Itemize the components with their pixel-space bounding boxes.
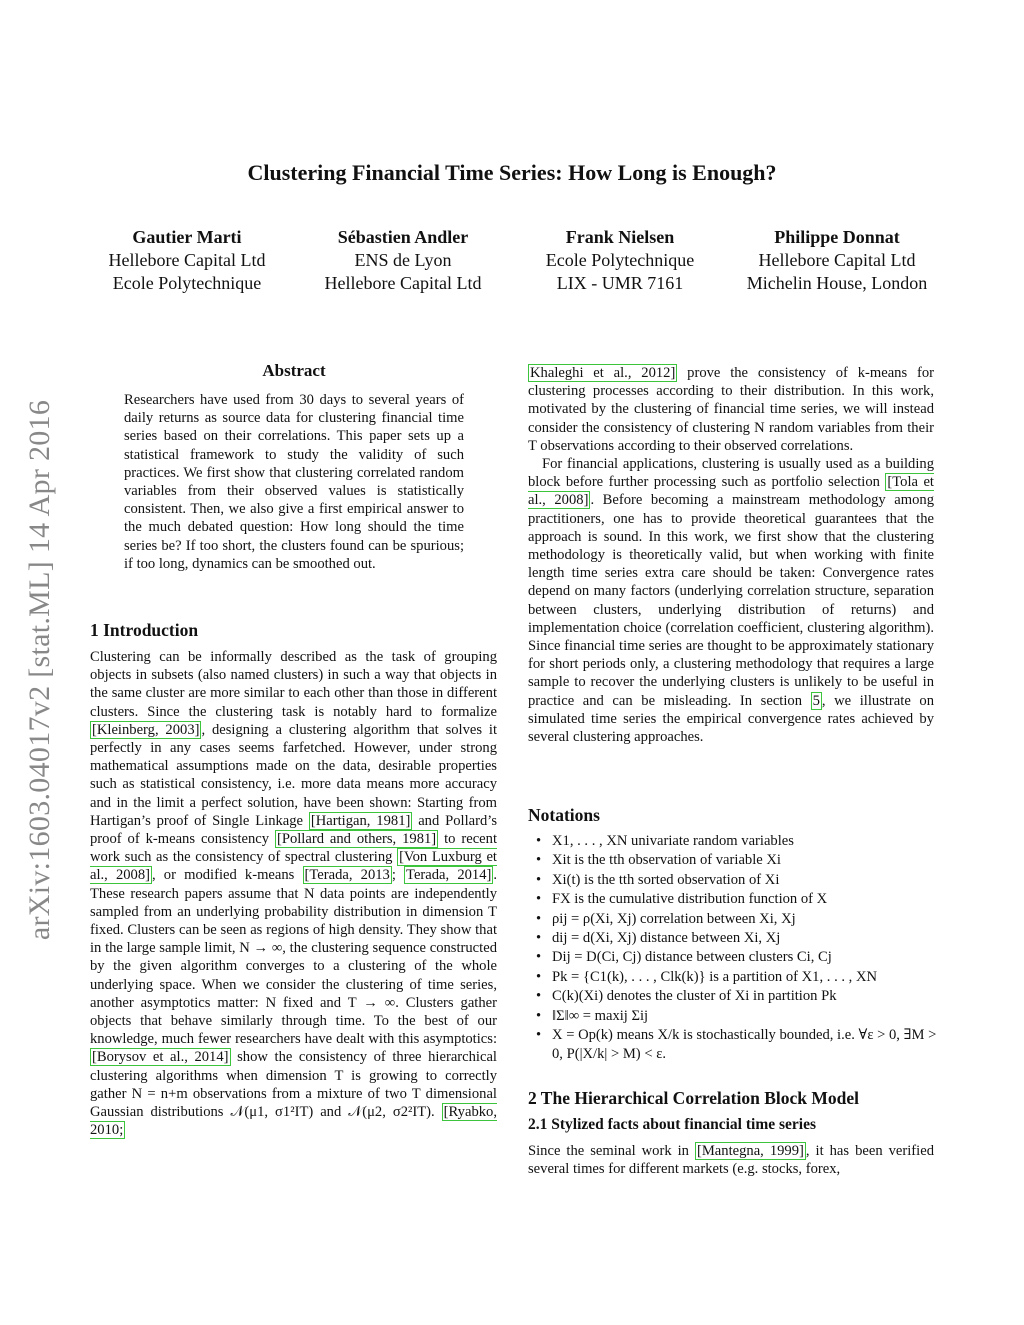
author-affiliation: Ecole Polytechnique (545, 250, 695, 270)
right-column-body (528, 364, 934, 746)
author-block (72, 226, 302, 295)
list-item: • ‖Σ‖∞ = maxij Σij (530, 1007, 940, 1026)
arxiv-sidebar (10, 340, 70, 1000)
author-name: Philippe Donnat (774, 227, 900, 247)
subsection-heading: 2.1 Stylized facts about financial time series (528, 1116, 817, 1133)
body-text: , it has been verified several times for different markets (e.g. stocks, forex, (528, 1143, 934, 1178)
arxiv-identifier: arXiv:1603.04017v2 [stat.ML] 14 Apr 2016 (23, 399, 56, 941)
section2-body (528, 1142, 934, 1178)
author-affiliation: Hellebore Capital Ltd (324, 273, 482, 293)
body-text: prove the consistency of k-means for clustering processes according to their distribution. In this work, motivated by the clustering of financial time series, we will instead consider the consistency of clustering N random variables from their T observations according to their observed correlations. (528, 365, 934, 454)
list-item: • X1, . . . , XN univariate random variables (530, 832, 940, 851)
body-text: . Before becoming a mainstream methodology among practitioners, one has to provide theoretical guarantees that the approach is sound. In this work, we first show that the clustering methodology is theoretically valid, but when working with finite length time series extra care should be taken: Convergence rates depend on many factors (underlying correlation structure, separation between clusters, underlying distribution of returns) and implementation choice (correlation coefficient, clustering algorithm). Since financial time series are thought to be approximately stationary for short periods only, a clustering methodology that requires a large sample to recover the underlying clusters is unlikely to be useful in practice and can be misleading. In section (528, 492, 934, 709)
citation-link[interactable]: [Borysov et al., 2014] (92, 1049, 229, 1066)
body-text: , we illustrate on simulated time series the empirical convergence rates achieved by several clustering approaches. (528, 692, 934, 746)
body-text: and Pollard’s proof of k-means consistency (90, 812, 498, 848)
author-name: Frank Nielsen (565, 227, 675, 247)
citation-link[interactable]: [Tola et al., 2008] (528, 474, 934, 509)
list-item: • ρij = ρ(Xi, Xj) correlation between Xi, Xj (530, 910, 940, 929)
author-affiliation: Ecole Polytechnique (112, 273, 262, 293)
body-text: to recent work such as the consistency of spectral clustering (90, 831, 497, 866)
section-heading: 1 Introduction (90, 620, 199, 640)
list-item: • C(k)(Xi) denotes the cluster of Xi in partition Pk (530, 987, 940, 1006)
author-affiliation: Michelin House, London (746, 273, 928, 293)
body-text: Since the seminal work in (528, 1143, 695, 1159)
citation-link[interactable]: [Terada, 2013 (304, 867, 390, 884)
citation-link[interactable]: [Pollard and others, 1981] (276, 831, 437, 848)
author-block (722, 226, 952, 295)
abstract-heading: Abstract (262, 361, 326, 380)
citation-link[interactable]: [Von Luxburg et al., 2008] (90, 849, 497, 884)
author-affiliation: Hellebore Capital Ltd (108, 250, 266, 270)
list-item: • FX is the cumulative distribution function of X (530, 890, 940, 909)
list-item: • X = Op(k) means X/k is stochastically bounded, i.e. ∀ε > 0, ∃M > 0, P(|X/k| > M) < ε. (530, 1026, 940, 1065)
paper-title: Clustering Financial Time Series: How Long is Enough? (247, 160, 777, 185)
body-text: Clustering can be informally described as the task of grouping objects in subsets (also named clusters) in such a way that objects in the same cluster are more similar to each other than those in different clusters. Since the clustering task is notably hard to formalize (90, 649, 497, 720)
body-text: . These research papers assume that N data points are independently sampled from an underlying probability distribution in dimension T fixed. Clusters can be seen as regions of high density. They show that in the large sample limit, N → ∞, the clustering sequence constructed by the given algorithm converges to a clustering of the whole underlying space. When we consider the clustering of time series, another asymptotics matter: N fixed and T → ∞. Clusters gather objects that behave similarly through time. To the best of our knowledge, much fewer researchers have dealt with this asymptotics: (90, 867, 498, 1048)
notations-list (530, 832, 940, 1065)
author-affiliation: Hellebore Capital Ltd (758, 250, 916, 270)
author-block (505, 226, 735, 295)
citation-link[interactable]: Khaleghi et al., 2012] (530, 365, 676, 381)
author-affiliation: LIX - UMR 7161 (556, 273, 684, 293)
author-name: Sébastien Andler (337, 227, 469, 247)
body-text: ; (391, 867, 405, 884)
body-text: , designing a clustering algorithm that solves it perfectly in any cases seems farfetched. However, under strong mathematical assumptions made on the data, desirable properties such as statistical consistency, i.e. more data means more accuracy and in the limit a perfect solution, have been shown: Starting from Hartigan’s proof of Single Linkage (90, 721, 497, 829)
section-heading: 2 The Hierarchical Correlation Block Model (528, 1088, 860, 1108)
list-item: • dij = d(Xi, Xj) distance between Xi, Xj (530, 929, 940, 948)
list-item: • Xi(t) is the tth sorted observation of Xi (530, 871, 940, 890)
section-link[interactable]: 5 (812, 692, 820, 709)
citation-link[interactable]: [Mantegna, 1999] (696, 1143, 804, 1159)
citation-link[interactable]: [Hartigan, 1981] (310, 812, 411, 829)
citation-link[interactable]: [Kleinberg, 2003] (92, 721, 200, 738)
body-text: For financial applications, clustering is usually used as a building block before further processing such as portfolio selection (528, 456, 934, 491)
abstract-text: Researchers have used from 30 days to several years of daily returns as source data for clustering financial time series based on their correlations. This paper sets up a statistical framework to study the validity of such practices. We first show that clustering correlated random variables from their observed values is statistically consistent. Then, we also give a first empirical answer to the much debated question: How long should the time series be? If too short, the clusters found can be spurious; if too long, dynamics can be smoothed out. (124, 392, 464, 572)
list-item: • Xit is the tth observation of variable Xi (530, 851, 940, 870)
intro-body (90, 648, 497, 1139)
list-item: • Pk = {C1(k), . . . , Clk(k)} is a partition of X1, . . . , XN (530, 968, 940, 987)
list-item: • Dij = D(Ci, Cj) distance between clusters Ci, Cj (530, 948, 940, 967)
author-affiliation: ENS de Lyon (354, 250, 452, 270)
notations-heading: Notations (528, 805, 600, 825)
body-text: , or modified k-means (152, 867, 303, 884)
author-name: Gautier Marti (132, 227, 242, 247)
citation-link[interactable]: [Ryabko, 2010; (90, 1104, 497, 1139)
author-block (288, 226, 518, 295)
citation-link[interactable]: Terada, 2014] (406, 867, 492, 884)
body-text: show the consistency of three hierarchical clustering algorithms when dimension T is growing to correctly gather N = n+m observations from a mixture of two T dimensional Gaussian distributions 𝒩(μ1, σ1²IT) and 𝒩(μ2, σ2²IT). (90, 1049, 497, 1121)
